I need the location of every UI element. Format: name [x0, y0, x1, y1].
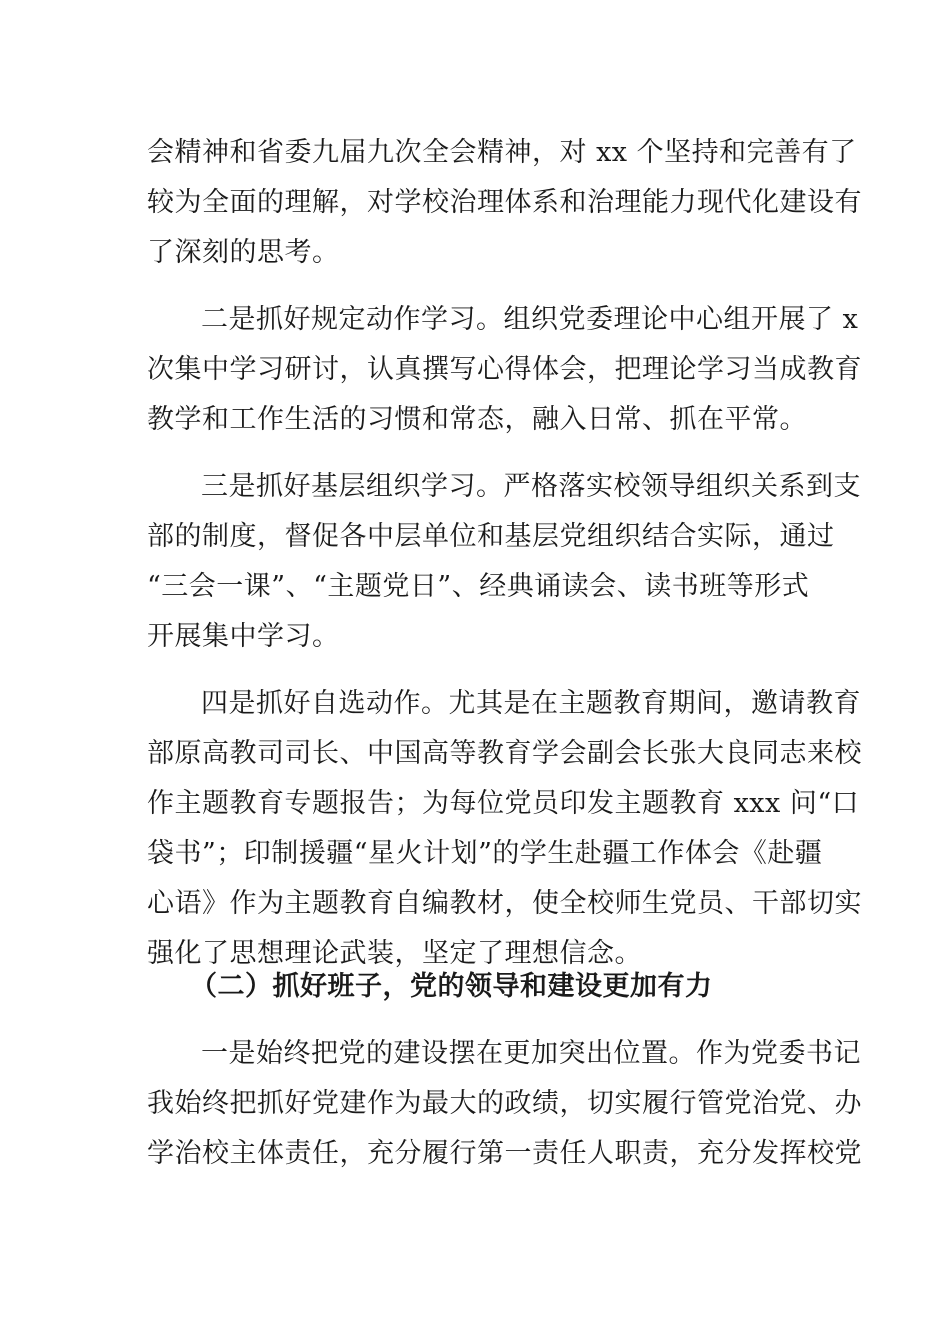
text-line: 较为全面的理解，对学校治理体系和治理能力现代化建设有: [147, 187, 862, 218]
text-line: 作主题教育专题报告；为每位党员印发主题教育 xxx 问“口: [147, 788, 860, 819]
text-line: 我始终把抓好党建作为最大的政绩，切实履行管党治党、办: [147, 1088, 862, 1119]
paragraph-first-line: 二是抓好规定动作学习。组织党委理论中心组开展了 x: [201, 304, 859, 335]
text-line: 袋书”；印制援疆“星火计划”的学生赴疆工作体会《赴疆: [147, 838, 823, 869]
text-line: 开展集中学习。: [147, 621, 340, 652]
text-line: 会精神和省委九届九次全会精神，对 xx 个坚持和完善有了: [147, 137, 857, 168]
text-line: 部的制度，督促各中层单位和基层党组织结合实际，通过: [147, 521, 835, 552]
text-line: 了深刻的思考。: [147, 237, 340, 268]
text-line: 心语》作为主题教育自编教材，使全校师生党员、干部切实: [147, 888, 862, 919]
section-heading: （二）抓好班子，党的领导和建设更加有力: [190, 971, 713, 1002]
paragraph-first-line: 三是抓好基层组织学习。严格落实校领导组织关系到支: [201, 471, 861, 502]
text-line: 教学和工作生活的习惯和常态，融入日常、抓在平常。: [147, 404, 807, 435]
text-line: 部原高教司司长、中国高等教育学会副会长张大良同志来校: [147, 738, 862, 769]
paragraph-first-line: 四是抓好自选动作。尤其是在主题教育期间，邀请教育: [201, 688, 861, 719]
text-line: 次集中学习研讨，认真撰写心得体会，把理论学习当成教育: [147, 354, 862, 385]
text-line: “三会一课”、“主题党日”、经典诵读会、读书班等形式: [147, 571, 810, 602]
text-line: 强化了思想理论武装，坚定了理想信念。: [147, 938, 642, 969]
paragraph-first-line: 一是始终把党的建设摆在更加突出位置。作为党委书记: [201, 1038, 861, 1069]
text-line: 学治校主体责任，充分履行第一责任人职责，充分发挥校党: [147, 1138, 862, 1169]
